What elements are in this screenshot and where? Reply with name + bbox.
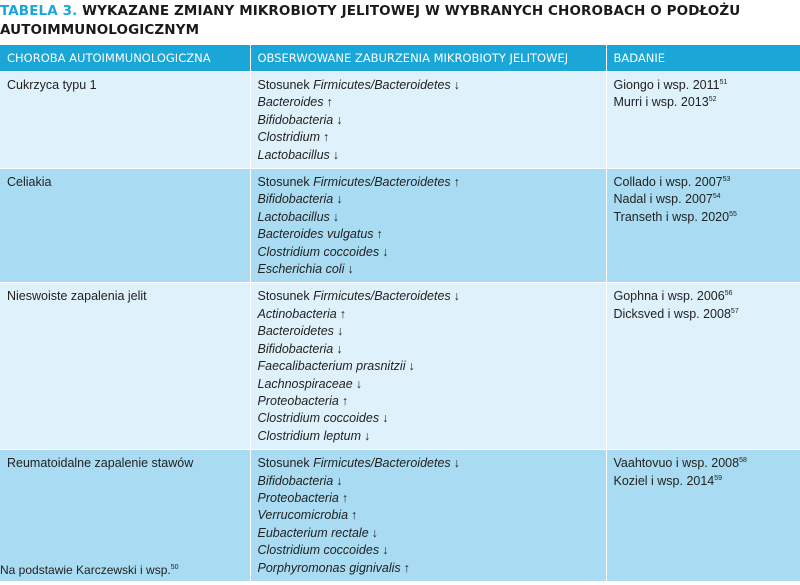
- header-row: [0, 45, 800, 72]
- arrow-up-icon: ↑: [326, 95, 333, 110]
- study-citation: [614, 77, 794, 94]
- study-citation: [614, 174, 794, 191]
- table-row: [0, 72, 800, 169]
- arrow-up-icon: ↑: [339, 306, 346, 321]
- study-ref: 55: [729, 210, 737, 218]
- disease-cell: Nieswoiste zapalenia jelit: [0, 283, 250, 450]
- taxon-name: Bifidobacteria: [257, 341, 334, 356]
- arrow-down-icon: ↓: [336, 192, 343, 207]
- arrow-down-icon: ↓: [382, 543, 389, 558]
- study-citation: [614, 94, 794, 111]
- taxon-name: Lachnospiraceae: [257, 376, 353, 391]
- arrow-up-icon: ↑: [453, 175, 460, 190]
- taxon-name: Proteobacteria: [257, 490, 339, 505]
- taxon-name: Faecalibacterium prasnitzii: [257, 359, 406, 374]
- taxon-name: Clostridium coccoides: [257, 411, 380, 426]
- change-item: [258, 174, 599, 191]
- study-citation: [614, 191, 794, 208]
- taxon-name: Escherichia coli: [257, 262, 345, 277]
- arrow-down-icon: ↓: [347, 262, 354, 277]
- study-text: Transeth i wsp. 2020: [613, 209, 730, 224]
- change-item: [258, 393, 599, 410]
- change-item: [258, 490, 599, 507]
- taxon-name: Proteobacteria: [257, 393, 339, 408]
- arrow-down-icon: ↓: [336, 324, 344, 339]
- change-item: [258, 112, 599, 129]
- study-ref: 54: [712, 193, 721, 201]
- change-item: [258, 77, 599, 94]
- change-item: [258, 209, 599, 226]
- study-citation: [614, 306, 794, 323]
- taxon-name: Bacteroides: [257, 95, 324, 110]
- change-item: [258, 306, 599, 323]
- study-citation: [614, 473, 794, 490]
- change-item: [258, 525, 599, 542]
- study-ref: 57: [730, 307, 739, 315]
- change-item: [258, 376, 599, 393]
- change-item: [258, 226, 599, 243]
- arrow-down-icon: ↓: [336, 341, 343, 356]
- source-note: [0, 563, 179, 577]
- disease-cell: Reumatoidalne zapalenie stawów: [0, 450, 250, 581]
- study-text: Murri i wsp. 2013: [613, 95, 709, 110]
- taxon-name: Firmicutes/Bacteroidetes: [313, 175, 451, 190]
- study-text: Gophna i wsp. 2006: [613, 289, 725, 304]
- study-text: Dicksved i wsp. 2008: [613, 306, 731, 321]
- change-item: [258, 560, 599, 577]
- change-item: [258, 473, 599, 490]
- table-title: [0, 2, 800, 40]
- study-ref: 56: [724, 290, 733, 298]
- taxon-name: Firmicutes/Bacteroidetes: [313, 289, 451, 304]
- column-header-changes: OBSERWOWANE ZABURZENIA MIKROBIOTY JELITOWEJ: [250, 45, 606, 72]
- arrow-down-icon: ↓: [453, 289, 460, 304]
- study-ref: 59: [714, 474, 723, 482]
- change-item: [258, 191, 599, 208]
- study-ref: 58: [739, 457, 747, 465]
- study-citation: [614, 455, 794, 472]
- changes-cell: [250, 450, 606, 581]
- arrow-up-icon: ↑: [351, 508, 358, 523]
- arrow-up-icon: ↑: [341, 490, 349, 505]
- arrow-up-icon: ↑: [323, 130, 330, 145]
- table-row: [0, 283, 800, 450]
- column-header-study: BADANIE: [606, 45, 800, 72]
- changes-cell: [250, 72, 606, 169]
- change-item: [258, 288, 599, 305]
- taxon-name: Clostridium coccoides: [257, 543, 380, 558]
- taxon-name: Bifidobacteria: [257, 112, 334, 127]
- change-item: [258, 455, 599, 472]
- study-citation: [614, 288, 794, 305]
- changes-cell: [250, 169, 606, 283]
- change-item: [258, 410, 599, 427]
- table-number: TABELA 3.: [0, 3, 78, 19]
- taxon-name: Clostridium: [257, 130, 321, 145]
- taxon-name: Firmicutes/Bacteroidetes: [313, 456, 451, 471]
- taxon-name: Actinobacteria: [257, 306, 337, 321]
- taxon-name: Verrucomicrobia: [257, 508, 349, 523]
- changes-cell: [250, 283, 606, 450]
- study-text: Koziel i wsp. 2014: [613, 473, 715, 488]
- change-item: [258, 507, 599, 524]
- change-prefix: Stosunek: [257, 456, 314, 471]
- taxon-name: Clostridium coccoides: [257, 244, 380, 259]
- taxon-name: Clostridium leptum: [257, 428, 362, 443]
- arrow-down-icon: ↓: [332, 209, 340, 224]
- arrow-down-icon: ↓: [453, 456, 460, 471]
- study-text: Giongo i wsp. 2011: [613, 78, 720, 92]
- taxon-name: Bifidobacteria: [257, 192, 334, 207]
- change-item: [258, 542, 599, 559]
- study-cell: [606, 283, 800, 450]
- change-item: [258, 129, 599, 146]
- table-row: [0, 169, 800, 283]
- study-cell: [606, 450, 800, 581]
- change-item: [258, 94, 599, 111]
- table-title-text: WYKAZANE ZMIANY MIKROBIOTY JELITOWEJ W WYBRANYCH CHOROBACH O PODŁOŻU AUTOIMMUNOLOGICZNYM: [0, 3, 741, 38]
- study-text: Vaahtovuo i wsp. 2008: [613, 456, 740, 471]
- taxon-name: Eubacterium rectale: [257, 525, 369, 540]
- source-note-ref: 50: [170, 564, 179, 571]
- disease-cell: Cukrzyca typu 1: [0, 72, 250, 169]
- study-ref: 52: [708, 96, 717, 104]
- study-ref: 53: [722, 176, 731, 184]
- taxon-name: Lactobacillus: [257, 147, 330, 162]
- change-item: [258, 358, 599, 375]
- table-body: [0, 72, 800, 581]
- arrow-down-icon: ↓: [364, 428, 371, 443]
- table-row: [0, 450, 800, 581]
- change-item: [258, 261, 599, 278]
- arrow-down-icon: ↓: [382, 244, 389, 259]
- arrow-down-icon: ↓: [332, 147, 340, 162]
- arrow-down-icon: ↓: [336, 112, 343, 127]
- arrow-down-icon: ↓: [371, 525, 378, 540]
- source-note-text: Na podstawie Karczewski i wsp.: [0, 563, 171, 577]
- change-prefix: Stosunek: [257, 175, 314, 190]
- arrow-down-icon: ↓: [355, 376, 362, 391]
- study-citation: [614, 209, 794, 226]
- change-prefix: Stosunek: [257, 289, 314, 304]
- arrow-down-icon: ↓: [336, 473, 343, 488]
- study-text: Nadal i wsp. 2007: [613, 192, 713, 207]
- change-item: [258, 323, 599, 340]
- taxon-name: Porphyromonas gignivalis: [257, 560, 401, 575]
- column-header-disease: CHOROBA AUTOIMMUNOLOGICZNA: [0, 45, 250, 72]
- study-text: Collado i wsp. 2007: [613, 175, 723, 190]
- taxon-name: Bacteroides vulgatus: [257, 227, 374, 242]
- change-item: [258, 147, 599, 164]
- study-cell: [606, 72, 800, 169]
- arrow-down-icon: ↓: [453, 78, 460, 92]
- taxon-name: Bifidobacteria: [257, 473, 334, 488]
- change-item: [258, 428, 599, 445]
- arrow-down-icon: ↓: [408, 359, 415, 374]
- change-item: [258, 244, 599, 261]
- study-ref: 51: [719, 79, 728, 86]
- arrow-up-icon: ↑: [403, 560, 410, 575]
- taxon-name: Bacteroidetes: [257, 324, 334, 339]
- arrow-up-icon: ↑: [341, 393, 349, 408]
- change-item: [258, 341, 599, 358]
- disease-cell: Celiakia: [0, 169, 250, 283]
- taxon-name: Firmicutes/Bacteroidetes: [313, 78, 451, 92]
- taxon-name: Lactobacillus: [257, 209, 330, 224]
- study-cell: [606, 169, 800, 283]
- arrow-down-icon: ↓: [382, 411, 389, 426]
- arrow-up-icon: ↑: [376, 227, 383, 242]
- change-prefix: Stosunek: [257, 78, 314, 92]
- microbiota-table: [0, 45, 800, 581]
